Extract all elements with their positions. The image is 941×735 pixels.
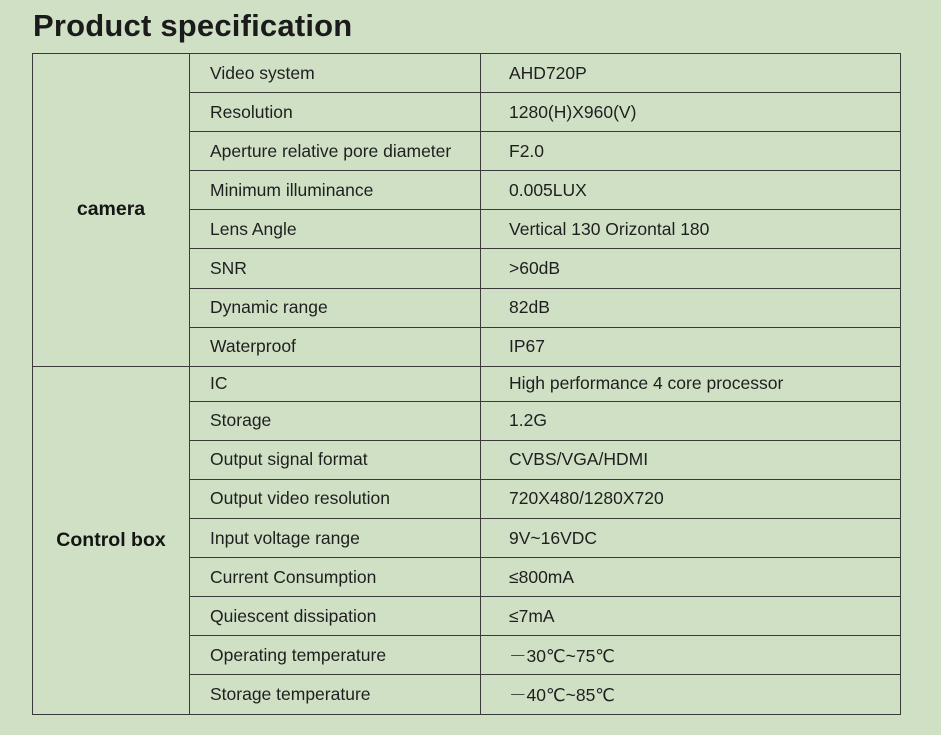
spec-key: SNR [190, 249, 481, 288]
spec-value: CVBS/VGA/HDMI [481, 440, 901, 479]
spec-value: －30℃~75℃ [481, 636, 901, 675]
spec-key: Lens Angle [190, 210, 481, 249]
spec-value: 9V~16VDC [481, 519, 901, 558]
spec-value: 82dB [481, 288, 901, 327]
spec-value: ≤800mA [481, 558, 901, 597]
spec-value: AHD720P [481, 54, 901, 93]
spec-key: Waterproof [190, 327, 481, 366]
spec-value: ≤7mA [481, 597, 901, 636]
table-row [33, 54, 901, 93]
spec-value: >60dB [481, 249, 901, 288]
group-label-control-box: Control box [33, 366, 190, 714]
table-row [33, 366, 901, 401]
spec-value: 720X480/1280X720 [481, 479, 901, 518]
spec-key: Aperture relative pore diameter [190, 132, 481, 171]
spec-key: Input voltage range [190, 519, 481, 558]
spec-value: －40℃~85℃ [481, 675, 901, 714]
spec-value: IP67 [481, 327, 901, 366]
spec-value: 0.005LUX [481, 171, 901, 210]
spec-key: Video system [190, 54, 481, 93]
spec-key: Output signal format [190, 440, 481, 479]
spec-key: Resolution [190, 93, 481, 132]
spec-key: Current Consumption [190, 558, 481, 597]
spec-key: Operating temperature [190, 636, 481, 675]
spec-key: Storage [190, 401, 481, 440]
spec-key: IC [190, 366, 481, 401]
spec-value: High performance 4 core processor [481, 366, 901, 401]
spec-table [32, 53, 901, 715]
spec-value: F2.0 [481, 132, 901, 171]
spec-value: 1.2G [481, 401, 901, 440]
spec-key: Storage temperature [190, 675, 481, 714]
spec-value: Vertical 130 Orizontal 180 [481, 210, 901, 249]
group-label-camera: camera [33, 54, 190, 367]
spec-key: Quiescent dissipation [190, 597, 481, 636]
spec-value: 1280(H)X960(V) [481, 93, 901, 132]
spec-key: Dynamic range [190, 288, 481, 327]
page-title: Product specification [33, 8, 353, 43]
spec-key: Minimum illuminance [190, 171, 481, 210]
spec-key: Output video resolution [190, 479, 481, 518]
